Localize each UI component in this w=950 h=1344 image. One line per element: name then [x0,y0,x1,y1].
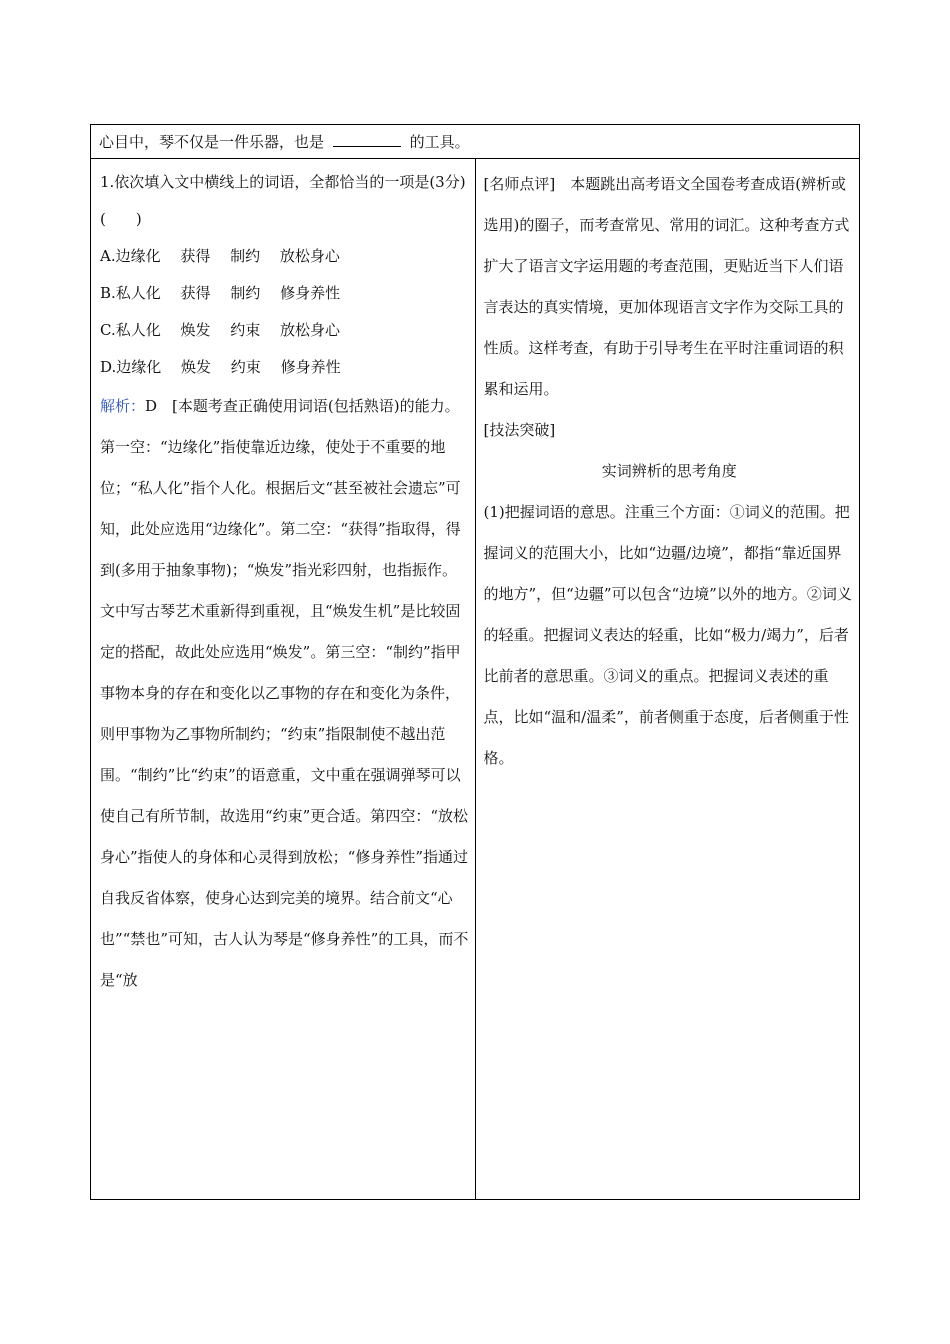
option-b: B.私人化 获得 制约 修身养性 [100,284,341,302]
option-c: C.私人化 焕发 约束 放松身心 [100,321,341,339]
technique-method-text: (1)把握词语的意思。注重三个方面：①词义的范围。把握词义的范围大小，比如“边疆/边境”，都指“靠近国界的地方”，但“边疆”可以包含“边境”以外的地方。②词义的轻重。把握词义表达的轻重，比如“极力/竭力”，后者比前者的意思重。③词义的重点。把握词义表述的重点，比如“温和/温柔”，前者侧重于态度，后者侧重于性格。 [483,503,852,767]
analysis-label: 解析： [100,397,146,415]
top-row-cell [91,125,860,159]
fill-blank [333,133,401,147]
analysis-text: D [本题考查正确使用词语(包括熟语)的能力。第一空：“边缘化”指使靠近边缘，使处于不重要的地位；“私人化”指个人化。根据后文“甚至被社会遗忘”可知，此处应选用“边缘化”。第二空：“获得”指取得，得到(多用于抽象事物)；“焕发”指光彩四射，也指振作。文中写古琴艺术重新得到重视，且“焕发生机”是比较固定的搭配，故此处应选用“焕发”。第三空：“制约”指甲事物本身的存在和变化以乙事物的存在和变化为条件，则甲事物为乙事物所制约；“约束”指限制使不越出范围。“制约”比“约束”的语意重，文中重在强调弹琴可以使自己有所节制，故选用“约束”更合适。第四空：“放松身心”指使人的身体和心灵得到放松；“修身养性”指通过自我反省体察，使身心达到完美的境界。结合前文“心也”“禁也”可知，古人认为琴是“修身养性”的工具，而不是“放 [100,397,469,989]
option-d: D.边缘化 焕发 约束 修身养性 [100,358,341,376]
option-a: A.边缘化 获得 制约 放松身心 [100,247,340,265]
technique-title: 实词辨析的思考角度 [601,462,737,480]
analysis-paragraph [100,386,469,1001]
content-table [90,124,860,1200]
commentary-cell [475,159,860,1200]
top-row-text-before: 心目中，琴不仅是一件乐器，也是 [99,133,325,151]
technique-heading: [技法突破] [483,421,556,439]
top-row-sentence [91,125,859,151]
question-stem: 1.依次填入文中横线上的词语，全都恰当的一项是(3分)( ) [100,173,466,228]
commentary-paragraph: [名师点评] 本题跳出高考语文全国卷考查成语(辨析或选用)的圈子，而考查常见、常用的词汇。这种考查方式扩大了语言文字运用题的考查范围，更贴近当下人们语言表达的真实情境，更加体现语言文字作为交际工具的性质。这样考查，有助于引导考生在平时注重词语的积累和运用。 [483,175,850,398]
top-row-text-after: 的工具。 [409,133,470,151]
question-cell [91,159,476,1200]
